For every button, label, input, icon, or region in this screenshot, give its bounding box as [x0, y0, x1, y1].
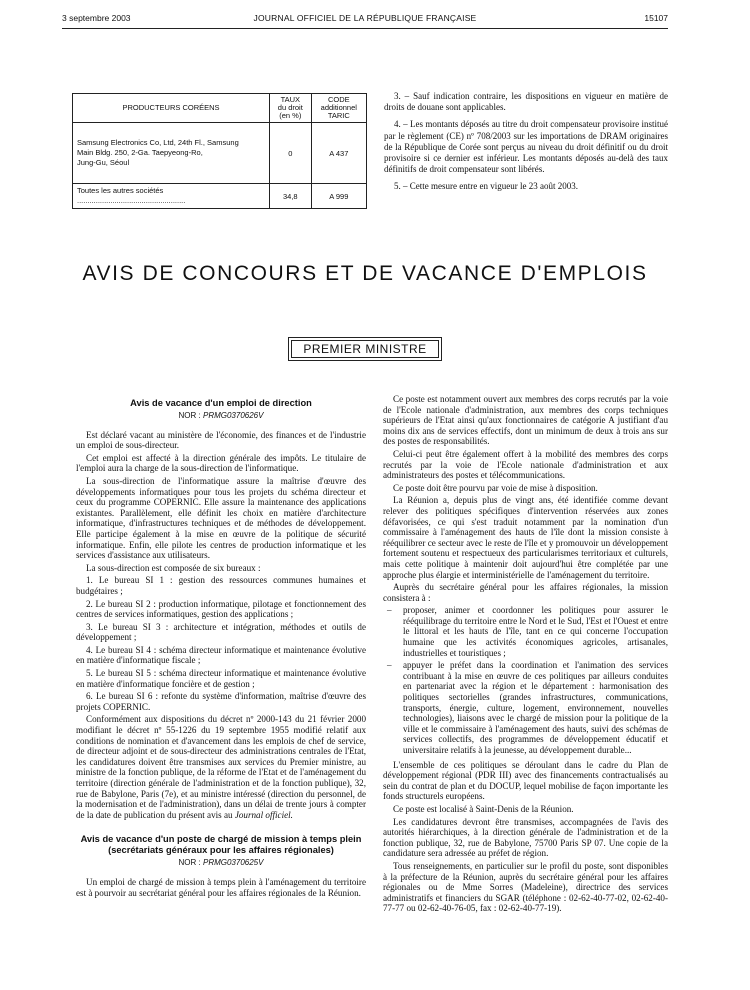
page-header: [62, 13, 668, 27]
paragraph: 6. Le bureau SI 6 : refonte du système d'information, maîtrise d'œuvre des projets COPERNIC.: [76, 691, 366, 712]
list-item: – proposer, animer et coordonner les politiques pour assurer le rééquilibrage du territoire entre le Nord et le Sud, l'Est et l'Ouest et entre le littoral et les hauts de l'île, tant en ce qui concerne l'occupation humaine que les activités économiques agricoles, artisanales, industrielles et touristiques ;: [383, 605, 668, 658]
section-title: AVIS DE CONCOURS ET DE VACANCE D'EMPLOIS: [82, 262, 648, 285]
header-rule: [62, 28, 668, 29]
duty-table: [72, 93, 367, 209]
article-5: 5. – Cette mesure entre en vigueur le 23 août 2003.: [394, 181, 578, 192]
paragraph: Cet emploi est affecté à la direction générale des impôts. Le titulaire de l'emploi aura la charge de la sous-direction de l'informatique.: [76, 452, 366, 474]
paragraph: 4. Le bureau SI 4 : schéma directeur informatique et maintenance évolutive en matière d'informatique fiscale ;: [76, 644, 366, 666]
list-item: – appuyer le préfet dans la coordination et l'animation des services contribuant à la mise en œuvre de ces politiques par ailleurs conduites en partenariat avec la région et le département : harmonisation des politiques sectorielles (grandes infrastructures, communications, transports, énergie, culture, logement, environnement, nouvelles technologies), liaisons avec le chargé de mission pour la politique de la ville et le commissaire à l'aménagement des hauts, suivi des schémas de services collectifs, des programmes de développement éducatif et universitaire relatifs à la jeunesse, au développement durable...: [383, 660, 668, 755]
rate-cell: 34,8: [270, 184, 312, 209]
paragraph: La sous-direction de l'informatique assure la maîtrise d'œuvre des développements informatiques pour tous les projets du schéma directeur et ceux du programme COPERNIC. Elle assure la maintenance des applications existantes. Parallèlement, elle définit les choix en matière d'architecture informatique, d'infrastructures techniques et de méthodes de développement. Elle participe également à la mise en œuvre de la politique de sécurité informatique. Enfin, elle pilote les centres de production informatique et les services d'assistance aux utilisateurs.: [76, 475, 366, 561]
ministry-box: [288, 337, 442, 361]
article-4: 4. – Les montants déposés au titre du droit compensateur provisoire institué par le règlement (CE) nº 708/2003 sur les importations de DRAM originaires de la République de Corée sont perçus au niveau du droit définitif ou du droit provisoire si ce dernier est inférieur. Les montants déposés au-delà des taux définitifs de droit compensateur sont libérés.: [384, 119, 668, 175]
col-code: CODE additionnel TARIC: [311, 94, 366, 123]
paragraph: 2. Le bureau SI 2 : production informatique, pilotage et fonctionnement des centres de services informatiques, gestion des applications ;: [76, 598, 366, 620]
paragraph: Est déclaré vacant au ministère de l'économie, des finances et de l'industrie un emploi de sous-directeur.: [76, 429, 366, 451]
avis2-title: Avis de vacance d'un poste de chargé de mission à temps plein (secrétariats généraux pour les affaires régionales): [80, 834, 362, 856]
code-cell: A 999: [311, 184, 366, 209]
company-cell: Toutes les autres sociétés ....................................................: [73, 184, 270, 209]
paragraph: 1. Le bureau SI 1 : gestion des ressources communes humaines et budgétaires ;: [76, 575, 366, 596]
paragraph: 5. Le bureau SI 5 : schéma directeur informatique et maintenance évolutive en matière d'informatique foncière et de gestion ;: [76, 668, 366, 689]
code-cell: A 437: [311, 123, 366, 184]
article-3: 3. – Sauf indication contraire, les dispositions en vigueur en matière de droits de douane sont applicables.: [384, 91, 668, 113]
left-column: [76, 394, 366, 900]
avis2-nor: NOR : PRMG0370625V: [178, 858, 264, 868]
regulation-articles: [384, 91, 668, 199]
paragraph: Celui-ci peut être également offert à la mobilité des membres des corps recrutés par la voie de l'Ecole nationale d'administration et aux administrateurs des postes et télécommunications.: [383, 448, 668, 481]
paragraph: Un emploi de chargé de mission à temps plein à l'aménagement du territoire est à pourvoir au secrétariat général pour les affaires régionales de la Réunion.: [76, 876, 366, 898]
header-journal-title: JOURNAL OFFICIEL DE LA RÉPUBLIQUE FRANÇAISE: [253, 13, 477, 23]
right-column: [383, 394, 668, 916]
paragraph: Ce poste est localisé à Saint-Denis de la Réunion.: [393, 803, 574, 814]
duty-table-header: [73, 94, 367, 123]
mission-list: [383, 605, 668, 755]
header-page-number: 15107: [644, 13, 668, 23]
paragraph: Conformément aux dispositions du décret nº 2000-143 du 21 février 2000 modifiant le décret nº 55-1226 du 19 septembre 1955 modifié relatif aux conditions de nomination et d'avancement dans les emplois de chef de service, de directeur adjoint et de sous-directeur des administrations centrales de l'Etat, les candidatures doivent être transmises aux services du Premier ministre, au ministre de la fonction publique, de la réforme de l'Etat et de l'aménagement du territoire (direction générale de l'administration et de la fonction publique), 32, rue de Babylone, Paris (7e), et au ministre intéressé (direction du personnel, de la modernisation et de l'administration), dans un délai de trente jours à compter de la date de publication du présent avis au Journal officiel.: [76, 714, 366, 820]
avis1-title: Avis de vacance d'un emploi de direction: [130, 398, 312, 408]
paragraph: Auprès du secrétaire général pour les affaires régionales, la mission consistera à :: [383, 582, 668, 603]
paragraph: La sous-direction est composée de six bureaux :: [86, 562, 261, 573]
paragraph: Ce poste doit être pourvu par voie de mise à disposition.: [393, 482, 598, 493]
header-date: 3 septembre 2003: [62, 13, 131, 23]
paragraph: Ce poste est notamment ouvert aux membres des corps recrutés par la voie de l'Ecole nationale d'administration, aux membres des corps techniques supérieurs de l'Etat ainsi qu'aux fonctionnaires de catégorie A justifiant d'au moins dix ans de services effectifs, dont un minimum de deux à trois ans sur des postes de responsabilités.: [383, 394, 668, 447]
journal-ref: Journal officiel.: [234, 809, 293, 820]
company-cell: Samsung Electronics Co, Ltd, 24th Fl., Samsung Main Bldg. 250, 2-Ga. Taepyeong-Ro, Jung-Gu, Séoul: [73, 123, 270, 184]
paragraph: Tous renseignements, en particulier sur le profil du poste, sont disponibles à la préfecture de la Réunion, auprès du secrétaire général pour les affaires régionales ou de Mme Sorres (Madeleine), directrice des services administratifs et financiers du SGAR (téléphone : 02-62-40-77-02, 02-62-40-77-77 ou 02-62-40-76-05, fax : 02-62-40-77-19).: [383, 860, 668, 914]
paragraph: L'ensemble de ces politiques se déroulant dans le cadre du Plan de développement régional (PDR III) avec des financements contractualisés au sein du contrat de plan et du DOCUP, lequel mobilise de façon importante les fonds structurels européens.: [383, 759, 668, 802]
col-producers: PRODUCTEURS CORÉENS: [73, 94, 270, 123]
ministry-label: PREMIER MINISTRE: [291, 340, 439, 358]
col-rate: TAUX du droit (en %): [270, 94, 312, 123]
table-row: [73, 123, 367, 184]
table-row: [73, 184, 367, 209]
rate-cell: 0: [270, 123, 312, 184]
paragraph: Les candidatures devront être transmises, accompagnées de l'avis des autorités hiérarchiques, à la direction générale de l'administration et de la fonction publique, 32, rue de Babylone, 75700 Paris SP 07. Une copie de la candidature sera adressée au préfet de région.: [383, 816, 668, 859]
paragraph: 3. Le bureau SI 3 : architecture et intégration, méthodes et outils de développement ;: [76, 621, 366, 643]
paragraph: La Réunion a, depuis plus de vingt ans, été identifiée comme devant relever des politiques spécifiques d'intervention réservées aux zones défavorisées, ce qui s'est traduit notamment par la nomination d'un commissaire à l'aménagement des hauts de l'île dont la mission consiste à rééquilibrer ce secteur avec le reste de l'île et y promouvoir un développement fortement soutenu et respectueux des particularismes territoriaux et culturels, mais cette politique à maintenir doit aujourd'hui être complétée par une approche plus élargie et interministérielle de l'aménagement du territoire.: [383, 495, 668, 580]
avis1-nor: NOR : PRMG0370626V: [178, 411, 264, 420]
